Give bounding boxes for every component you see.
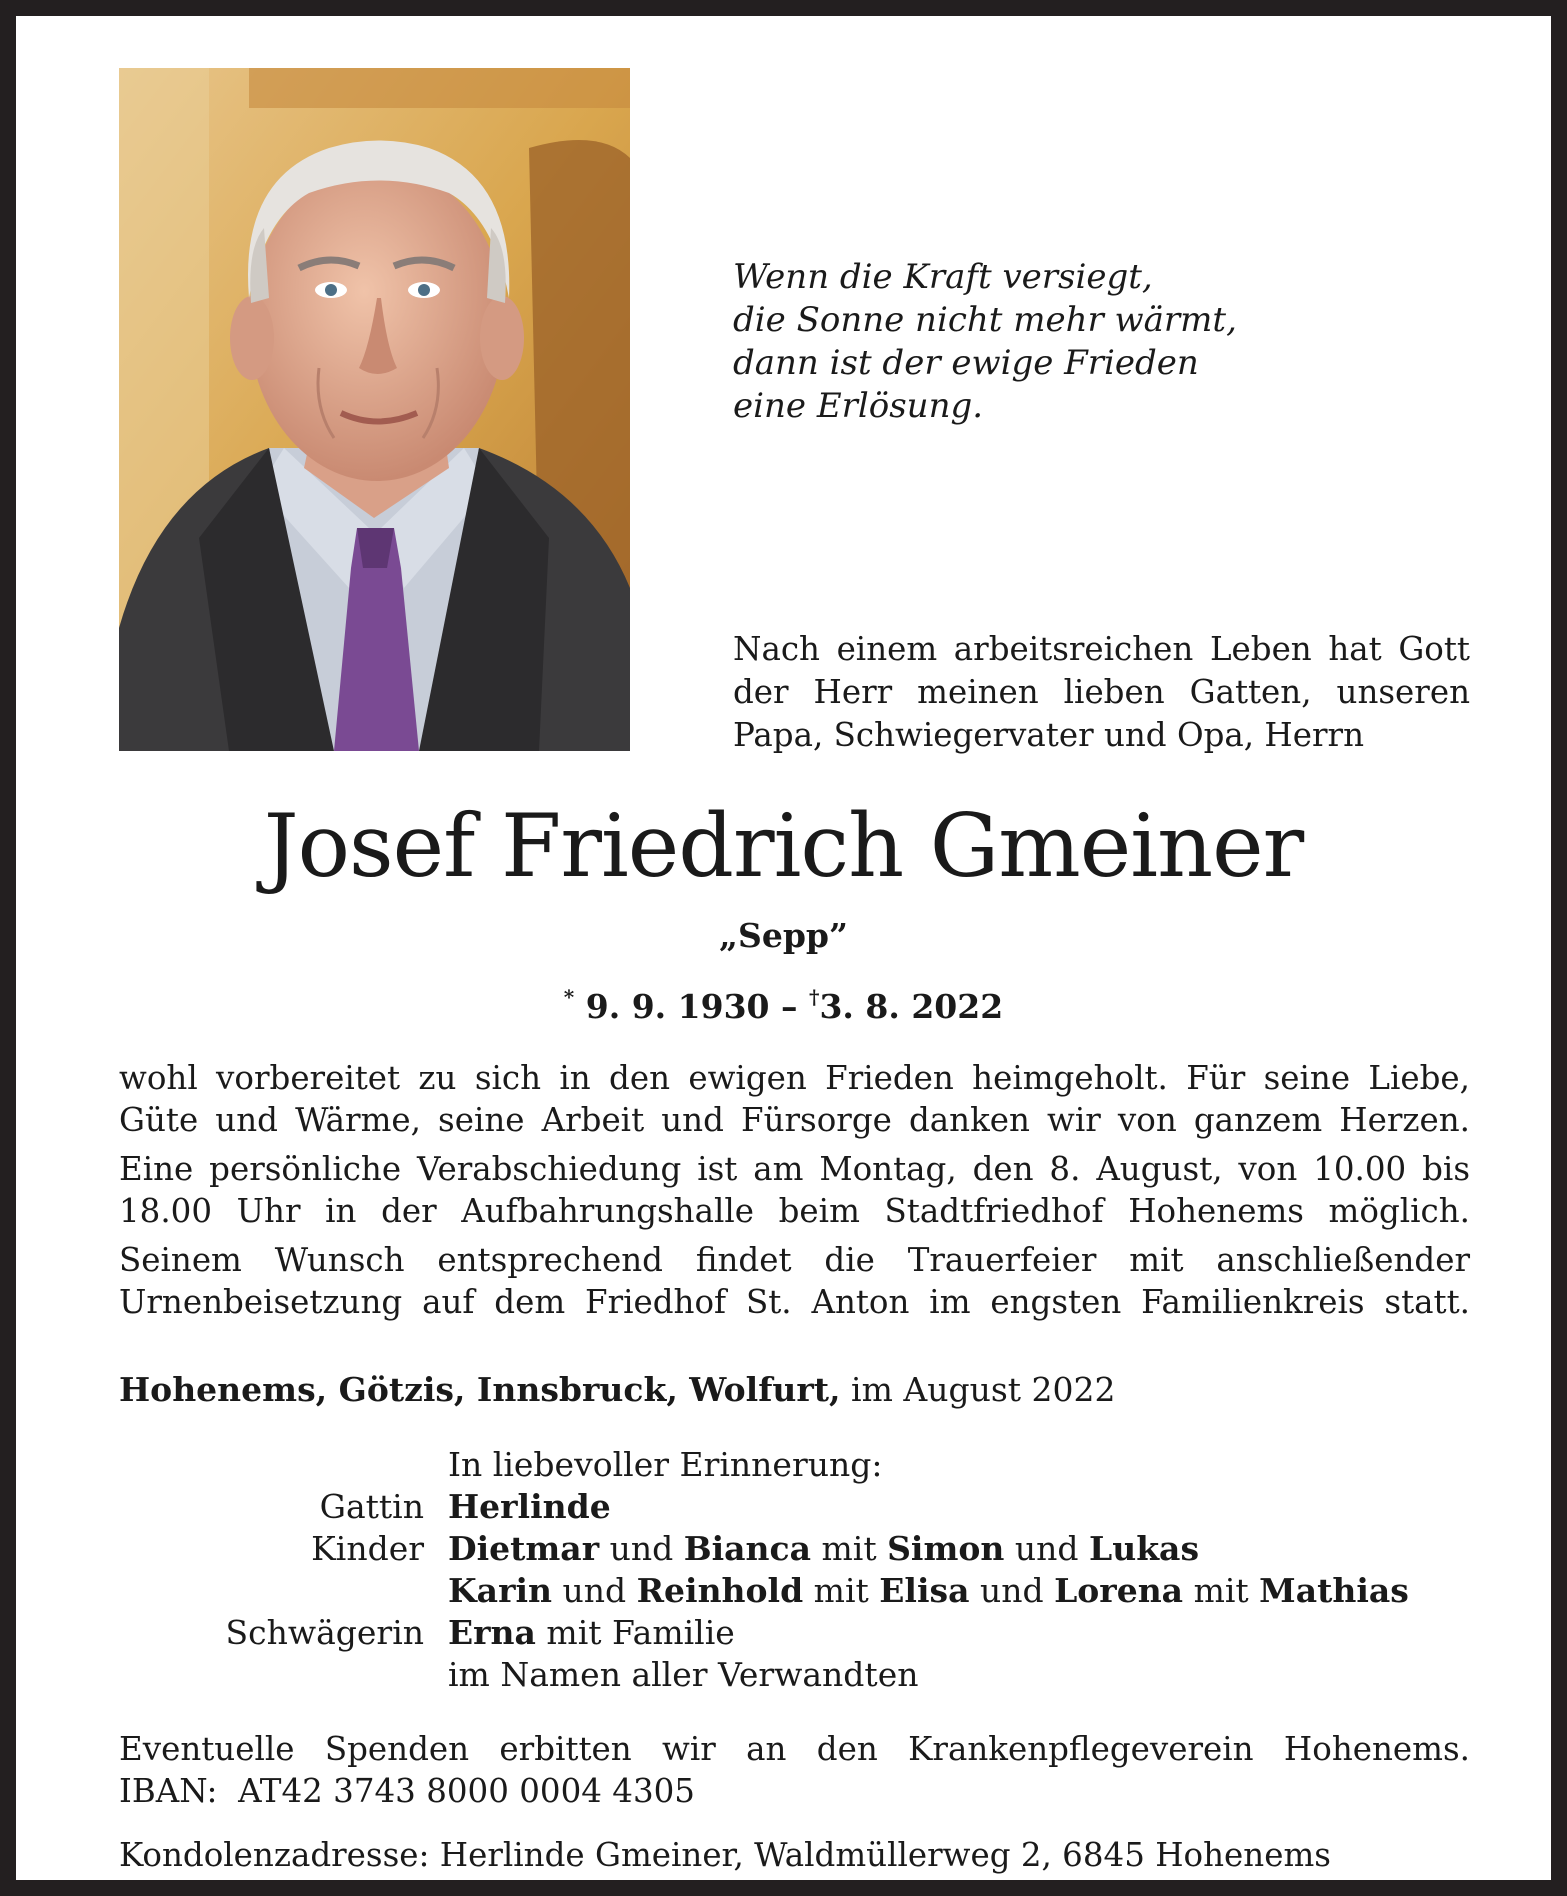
family-heading: In liebevoller Erinnerung: — [448, 1445, 883, 1484]
body-line: Seinem Wunsch entsprechend findet die Trauerfeier mit anschließender — [119, 1241, 1470, 1279]
birth-symbol: * — [563, 985, 575, 1009]
quote-line: die Sonne nicht mehr wärmt, — [733, 300, 1237, 340]
family-role — [119, 1570, 448, 1612]
grandchild-name: Lorena — [1054, 1571, 1184, 1610]
announcement-date: im August 2022 — [840, 1370, 1116, 1409]
portrait-photo — [119, 68, 630, 751]
intro-text — [733, 628, 1470, 757]
grandchild-name: Elisa — [879, 1571, 970, 1610]
family-row — [119, 1528, 1470, 1570]
grandchild-name: Lukas — [1089, 1529, 1200, 1568]
spouse-name: Herlinde — [448, 1487, 611, 1526]
connector-word: und — [599, 1529, 684, 1568]
family-role: Schwägerin — [225, 1613, 424, 1652]
sister-in-law-name: Erna — [448, 1613, 536, 1652]
family-role: Kinder — [311, 1529, 424, 1568]
body-paragraph — [119, 1239, 1470, 1323]
child-name: Dietmar — [448, 1529, 600, 1568]
body-paragraph — [119, 1057, 1470, 1141]
iban-line — [119, 1770, 1470, 1812]
condolence-address: Kondolenzadresse: Herlinde Gmeiner, Waldmüllerweg 2, 6845 Hohenems — [119, 1836, 1331, 1874]
connector-word: und — [551, 1571, 637, 1610]
intro-line: Nach einem arbeitsreichen Leben hat Gott — [733, 630, 1470, 668]
family-row — [119, 1570, 1470, 1612]
child-name: Karin — [448, 1571, 552, 1610]
family-list — [119, 1444, 1470, 1696]
quote-line: Wenn die Kraft versiegt, — [733, 257, 1153, 297]
intro-line: der Herr meinen lieben Gatten, unseren — [733, 673, 1470, 711]
connector-word: mit — [810, 1529, 888, 1568]
quote-line: dann ist der ewige Frieden — [733, 343, 1199, 383]
family-role — [119, 1654, 448, 1696]
family-role: Gattin — [319, 1487, 424, 1526]
family-row — [119, 1486, 1470, 1528]
iban-number: AT42 3743 8000 0004 4305 — [238, 1772, 695, 1810]
poem-quote — [733, 256, 1293, 428]
connector-word: mit Familie — [535, 1613, 735, 1652]
child-partner-name: Bianca — [683, 1529, 811, 1568]
body-line: Eine persönliche Verabschiedung ist am Montag, den 8. August, von 10.00 bis — [119, 1150, 1470, 1188]
death-symbol: † — [809, 985, 820, 1009]
death-date: 3. 8. 2022 — [819, 987, 1004, 1026]
grandchild-name: Simon — [887, 1529, 1005, 1568]
intro-line: Papa, Schwiegervater und Opa, Herrn — [733, 716, 1365, 754]
donation-notice — [119, 1728, 1470, 1812]
body-paragraph — [119, 1148, 1470, 1232]
place-and-date — [119, 1368, 1116, 1412]
quote-line: eine Erlösung. — [733, 386, 984, 426]
body-line: 18.00 Uhr in der Aufbahrungshalle beim Stadtfriedhof Hohenems möglich. — [119, 1192, 1470, 1230]
great-grandchild-name: Mathias — [1259, 1571, 1409, 1610]
connector-word: mit — [1183, 1571, 1260, 1610]
family-names — [448, 1486, 611, 1528]
family-names — [448, 1528, 1199, 1570]
places: Hohenems, Götzis, Innsbruck, Wolfurt, — [119, 1370, 841, 1409]
announcement-body — [119, 1057, 1470, 1330]
date-separator: – — [781, 987, 798, 1026]
family-names — [448, 1612, 735, 1654]
body-line: wohl vorbereitet zu sich in den ewigen Frieden heimgeholt. Für seine Liebe, — [119, 1059, 1470, 1097]
body-line: Urnenbeisetzung auf dem Friedhof St. Anton im engsten Familienkreis statt. — [119, 1283, 1470, 1321]
family-row — [119, 1444, 1470, 1486]
deceased-nickname: „Sepp” — [719, 916, 848, 955]
family-row — [119, 1654, 1470, 1696]
child-partner-name: Reinhold — [636, 1571, 804, 1610]
iban-label: IBAN: — [119, 1772, 218, 1810]
birth-date: 9. 9. 1930 — [585, 987, 770, 1026]
family-names — [448, 1570, 1409, 1612]
portrait-photo-icon — [119, 68, 630, 751]
family-closing: im Namen aller Verwandten — [448, 1655, 919, 1694]
connector-word: und — [1004, 1529, 1089, 1568]
life-dates — [16, 974, 1551, 1030]
connector-word: mit — [803, 1571, 880, 1610]
deceased-name: Josef Friedrich Gmeiner — [263, 795, 1304, 897]
family-role — [119, 1444, 448, 1486]
connector-word: und — [969, 1571, 1055, 1610]
donation-text: Eventuelle Spenden erbitten wir an den Krankenpflegeverein Hohenems. — [119, 1730, 1470, 1768]
body-line: Güte und Wärme, seine Arbeit und Fürsorge danken wir von ganzem Herzen. — [119, 1101, 1470, 1139]
family-row — [119, 1612, 1470, 1654]
